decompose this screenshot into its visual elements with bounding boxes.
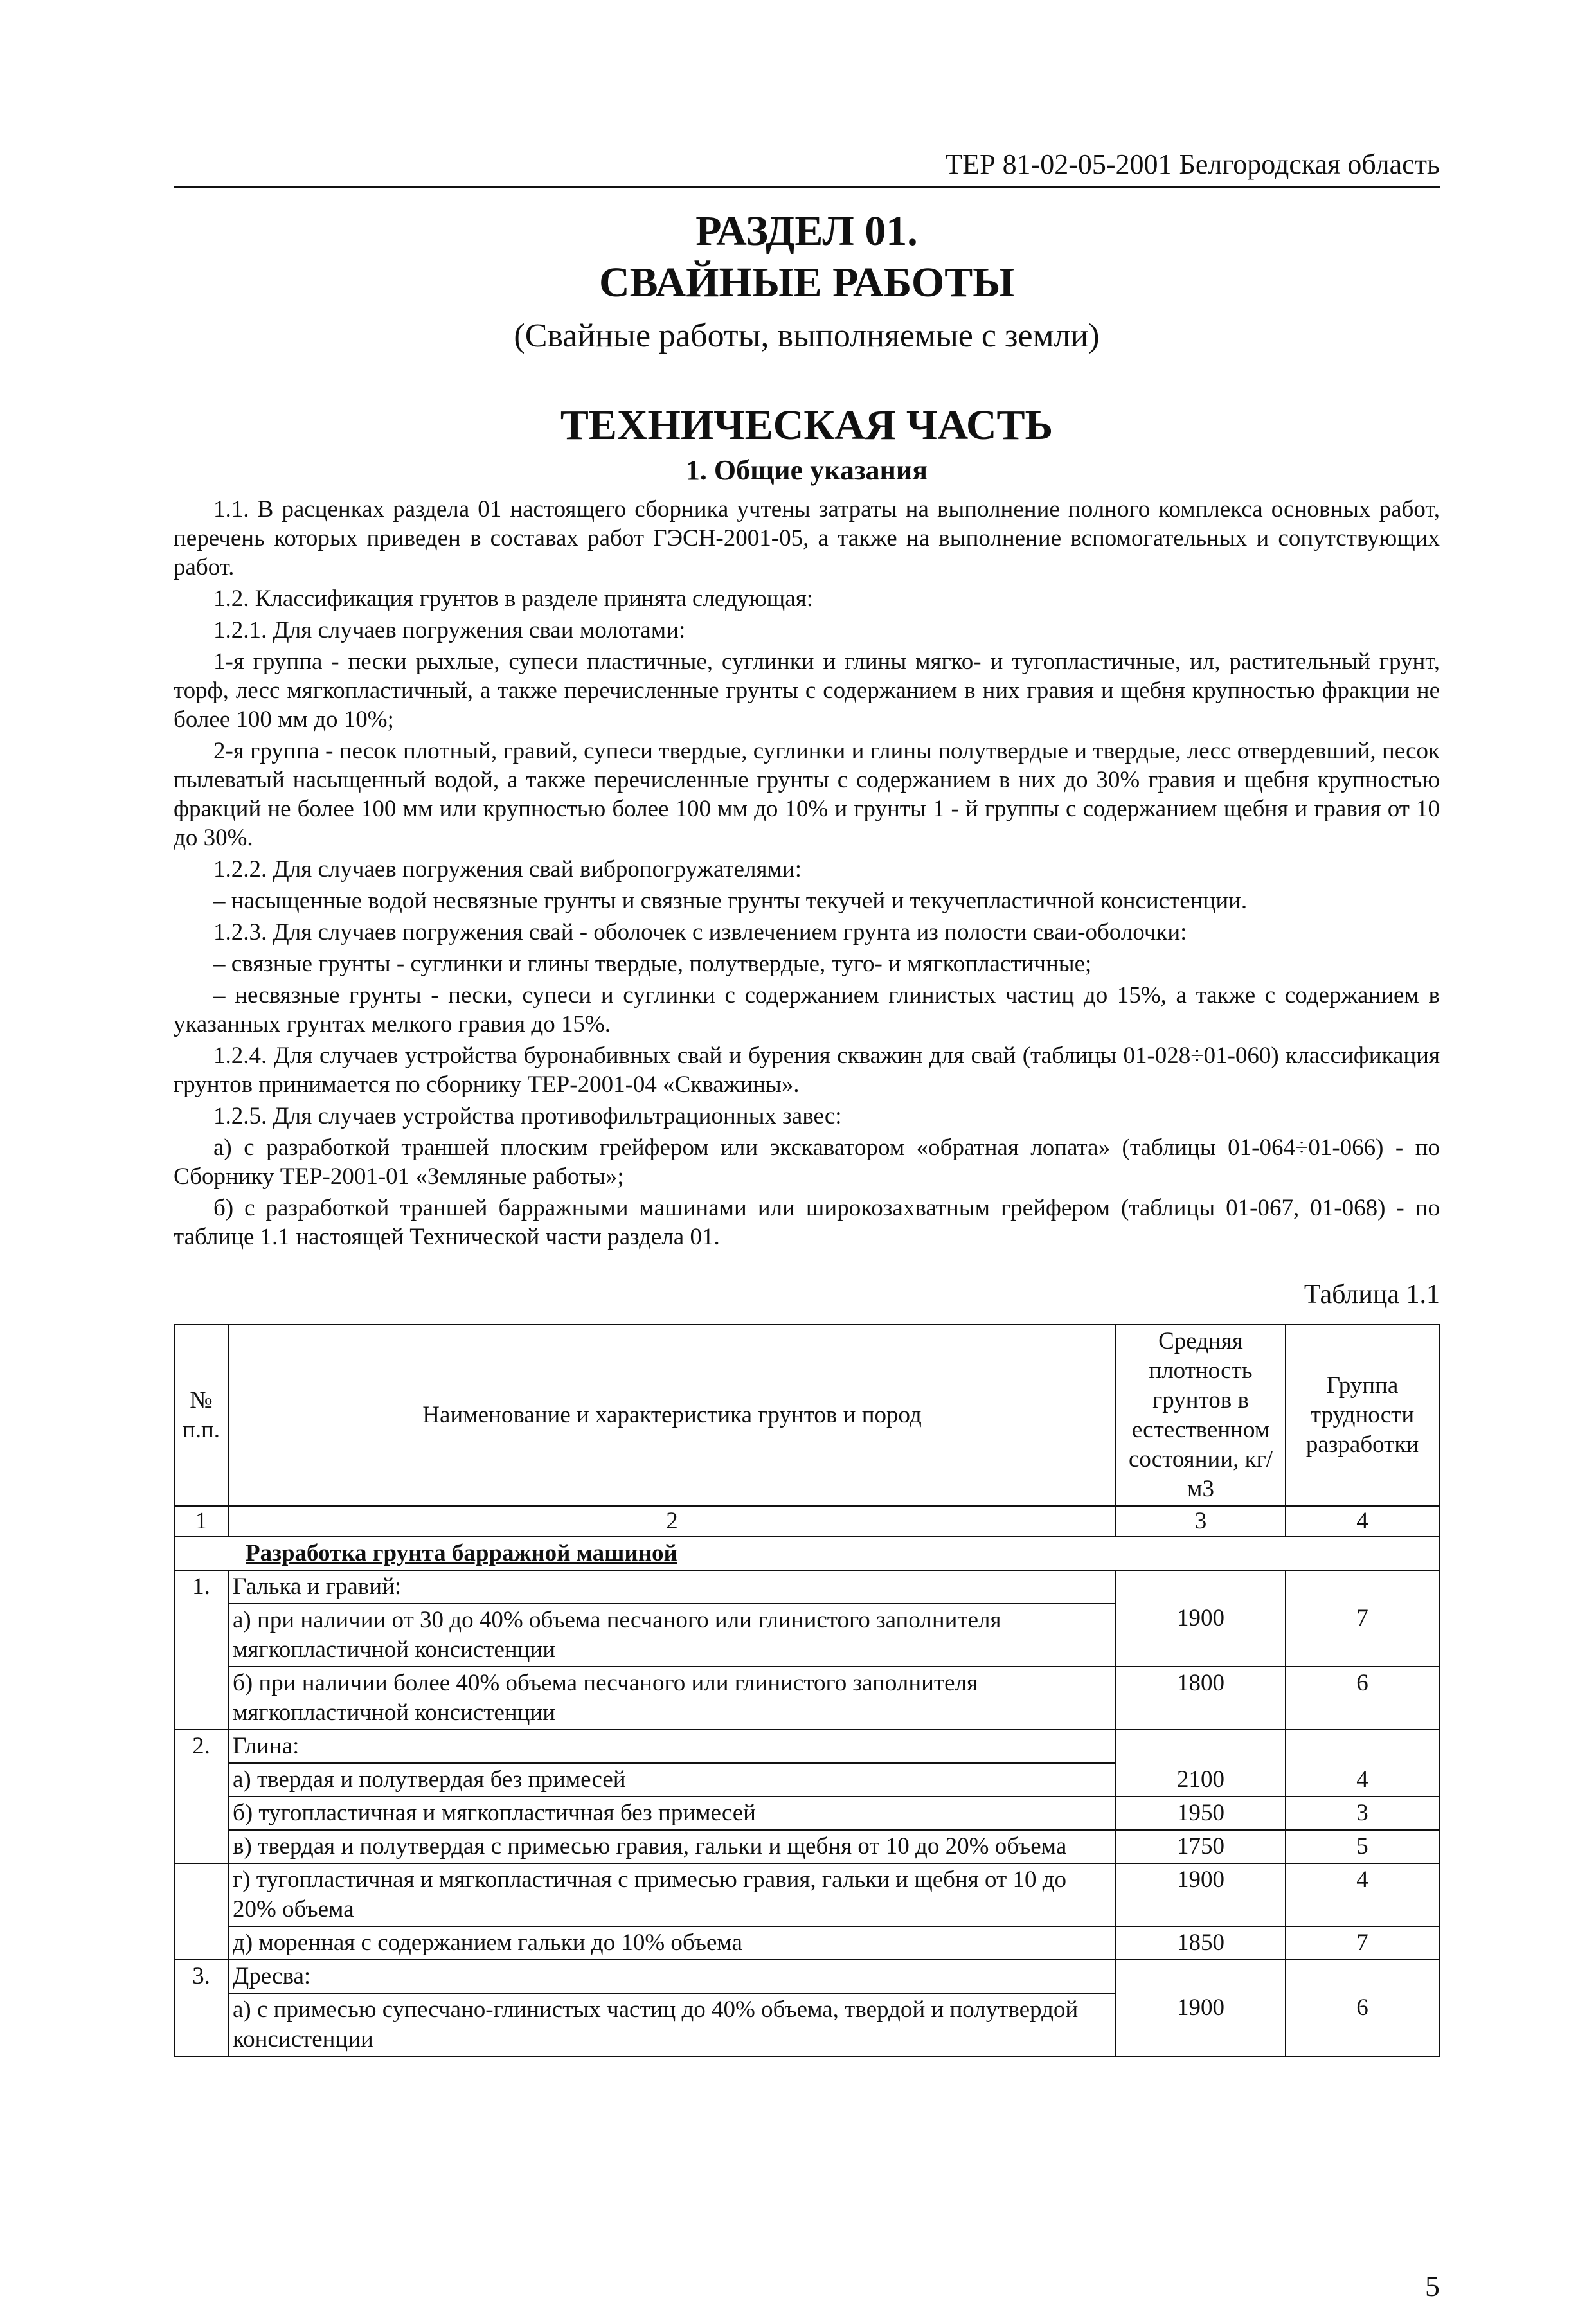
row-number: 3. xyxy=(174,1960,228,2056)
section-subtitle: (Свайные работы, выполняемые с земли) xyxy=(514,318,1100,354)
density-cell: 1800 xyxy=(1116,1667,1286,1730)
paragraph: 1-я группа - пески рыхлые, супеси пластичные, суглинки и глины мягко- и тугопластичные, ил, растительный грунт, торф, лесс мягкопластичный, а также перечисленные грунты с содержанием в них гравия и щебня крупностью фракции не более 100 мм до 10%; xyxy=(174,649,1440,733)
group-cell: 5 xyxy=(1286,1830,1439,1863)
header-name: Наименование и характеристика грунтов и пород xyxy=(228,1325,1116,1506)
page-number: 5 xyxy=(1425,2270,1440,2302)
index-cell: 4 xyxy=(1286,1506,1439,1537)
group-cell: 6 xyxy=(1286,1667,1439,1730)
header-density: Средняя плотность грунтов в естественном состоянии, кг/м3 xyxy=(1116,1325,1286,1506)
section-title-cell: Разработка грунта барражной машиной xyxy=(174,1537,1439,1570)
paragraph: а) с разработкой траншей плоским грейфером или экскаватором «обратная лопата» (таблицы 01-064÷01-066) - по Сборнику ТЕР-2001-01 «Земляные работы»; xyxy=(174,1134,1440,1190)
group-cell: 6 xyxy=(1286,1960,1439,2056)
table-section-row xyxy=(174,1537,1439,1570)
soil-description: а) с примесью супесчано-глинистых частиц до 40% объема, твердой и полутвердой консистенции xyxy=(228,1993,1116,2056)
density-cell: 1900 xyxy=(1116,1570,1286,1667)
paragraph: 1.1. В расценках раздела 01 настоящего сборника учтены затраты на выполнение полного комплекса основных работ, перечень которых приведен в составах работ ГЭСН-2001-05, а также на выполнение вспомогательных и сопутствующих работ. xyxy=(174,496,1440,580)
document-header: ТЕР 81-02-05-2001 Белгородская область xyxy=(945,148,1440,180)
soil-description: б) тугопластичная и мягкопластичная без примесей xyxy=(228,1797,1116,1830)
paragraph: – связные грунты - суглинки и глины твердые, полутвердые, туго- и мягкопластичные; xyxy=(213,951,1092,977)
density-cell: 1900 xyxy=(1116,1960,1286,2056)
paragraph: 1.2.1. Для случаев погружения сваи молотами: xyxy=(213,617,686,643)
paragraph: 1.2.3. Для случаев погружения свай - оболочек с извлечением грунта из полости сваи-оболочки: xyxy=(213,919,1187,945)
group-title: Дресва: xyxy=(228,1960,1116,1993)
index-cell: 3 xyxy=(1116,1506,1286,1537)
section-number-title: РАЗДЕЛ 01. xyxy=(695,208,918,255)
table-row xyxy=(174,1797,1439,1830)
table-index-row xyxy=(174,1506,1439,1537)
paragraph: 1.2. Классификация грунтов в разделе принята следующая: xyxy=(213,586,814,612)
table-row xyxy=(174,1863,1439,1926)
group-cell: 7 xyxy=(1286,1926,1439,1960)
table-row xyxy=(174,1667,1439,1730)
section-name-title: СВАЙНЫЕ РАБОТЫ xyxy=(598,259,1015,306)
row-number: 2. xyxy=(174,1730,228,1863)
paragraph: 1.2.5. Для случаев устройства противофильтрационных завес: xyxy=(213,1103,842,1129)
index-cell: 2 xyxy=(228,1506,1116,1537)
group-cell: 4 xyxy=(1286,1863,1439,1926)
paragraph: 1.2.2. Для случаев погружения свай вибропогружателями: xyxy=(213,856,802,883)
group-title: Глина: xyxy=(228,1730,1116,1763)
header-group: Группа трудности разработки xyxy=(1286,1325,1439,1506)
group-cell: 4 xyxy=(1286,1730,1439,1797)
paragraph: б) с разработкой траншей барражными машинами или широкозахватным грейфером (таблицы 01-067, 01-068) - по таблице 1.1 настоящей Технической части раздела 01. xyxy=(174,1195,1440,1250)
table-caption: Таблица 1.1 xyxy=(1304,1280,1440,1309)
technical-part-heading: ТЕХНИЧЕСКАЯ ЧАСТЬ xyxy=(560,402,1054,449)
table-header-row xyxy=(174,1325,1439,1506)
table-row xyxy=(174,1830,1439,1863)
paragraph: 1.2.4. Для случаев устройства буронабивных свай и бурения скважин для свай (таблицы 01-028÷01-060) классификация грунтов принимается по сборнику ТЕР-2001-04 «Скважины». xyxy=(174,1043,1440,1098)
title-block xyxy=(174,206,1440,490)
paragraph: – несвязные грунты - пески, супеси и суглинки с содержанием глинистых частиц до 15%, а также с содержанием в указанных грунтах мелкого гравия до 15%. xyxy=(174,982,1440,1037)
general-instructions-heading: 1. Общие указания xyxy=(685,454,928,486)
soil-description: в) твердая и полутвердая с примесью гравия, гальки и щебня от 10 до 20% объема xyxy=(228,1830,1116,1863)
density-cell: 2100 xyxy=(1116,1730,1286,1797)
group-cell: 3 xyxy=(1286,1797,1439,1830)
paragraph: 2-я группа - песок плотный, гравий, супеси твердые, суглинки и глины полутвердые и твердые, лесс отвердевший, песок пылеватый насыщенный водой, а также перечисленные грунты с содержанием в них до 30% гравия и щебня крупностью фракций не более 100 мм или крупностью более 100 мм до 10% и грунты 1 - й группы с содержанием щебня и гравия от 10 до 30%. xyxy=(174,738,1440,851)
table-row xyxy=(174,1570,1439,1604)
paragraph: – насыщенные водой несвязные грунты и связные грунты текучей и текучепластичной консистенции. xyxy=(213,888,1248,914)
table-row xyxy=(174,1960,1439,1993)
row-number-empty xyxy=(174,1863,228,1960)
density-cell: 1950 xyxy=(1116,1797,1286,1830)
density-cell: 1750 xyxy=(1116,1830,1286,1863)
body-text xyxy=(174,495,1440,1254)
index-cell: 1 xyxy=(174,1506,228,1537)
soil-description: а) при наличии от 30 до 40% объема песчаного или глинистого заполнителя мягкопластичной консистенции xyxy=(228,1604,1116,1667)
density-cell: 1900 xyxy=(1116,1863,1286,1926)
soil-description: д) моренная с содержанием гальки до 10% объема xyxy=(228,1926,1116,1960)
group-title: Галька и гравий: xyxy=(228,1570,1116,1604)
header-num: № п.п. xyxy=(174,1325,228,1506)
row-number: 1. xyxy=(174,1570,228,1730)
group-cell: 7 xyxy=(1286,1570,1439,1667)
table-row xyxy=(174,1730,1439,1763)
soil-description: б) при наличии более 40% объема песчаного или глинистого заполнителя мягкопластичной консистенции xyxy=(228,1667,1116,1730)
density-cell: 1850 xyxy=(1116,1926,1286,1960)
soil-description: г) тугопластичная и мягкопластичная с примесью гравия, гальки и щебня от 10 до 20% объема xyxy=(228,1863,1116,1926)
table-row xyxy=(174,1926,1439,1960)
soil-description: а) твердая и полутвердая без примесей xyxy=(228,1763,1116,1797)
soil-classification-table xyxy=(174,1324,1440,2057)
header-rule xyxy=(174,186,1440,188)
